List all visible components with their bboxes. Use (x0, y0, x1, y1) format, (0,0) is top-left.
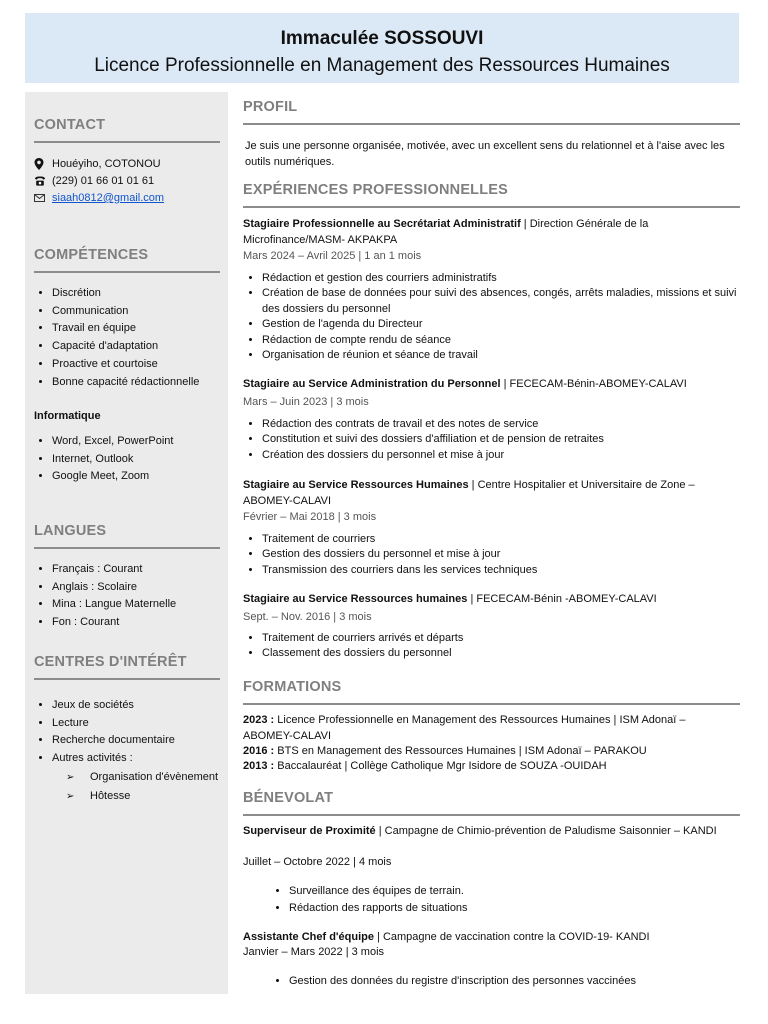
job-role: Stagiaire au Service Ressources humaines (243, 593, 468, 605)
informatique-heading: Informatique (34, 410, 101, 422)
job-period: Mars – Juin 2023 | 3 mois (243, 396, 369, 408)
list-item: • Anglais : Scolaire (52, 579, 176, 597)
profil-heading: PROFIL (243, 99, 740, 125)
centres-heading: CENTRES D'INTÉRÊT (34, 654, 220, 680)
job-period: Mars 2024 – Avril 2025 | 1 an 1 mois (243, 250, 422, 262)
benevolat-title (243, 930, 735, 946)
list-item: • Rédaction et gestion des courriers administratifs (262, 271, 737, 286)
list-item: • Transmission des courriers dans les services techniques (262, 563, 737, 578)
list-item: • Création de base de données pour suivi des absences, congés, arrêts maladies, missions et suivi des dossiers du personnel (262, 286, 737, 317)
centres-list (34, 697, 218, 806)
list-item: • Gestion des données du registre d'inscription des personnes vaccinées (289, 973, 729, 990)
email-row (34, 192, 164, 204)
langues-heading: LANGUES (34, 523, 220, 549)
benevolat-org: | Campagne de vaccination contre la COVID-19- KANDI (373, 931, 650, 943)
benevolat-tasks (270, 973, 729, 990)
list-item: • Création des dossiers du personnel et mise à jour (262, 448, 737, 463)
benevolat-tasks (270, 883, 729, 917)
experiences-heading: EXPÉRIENCES PROFESSIONNELLES (243, 182, 740, 208)
benevolat-role: Assistante Chef d'équipe (243, 931, 374, 943)
job-tasks (243, 271, 737, 363)
langues-list (34, 561, 176, 632)
job-period: Sept. – Nov. 2016 | 3 mois (243, 611, 372, 623)
competences-list (34, 285, 199, 391)
list-item: • Classement des dossiers du personnel (262, 646, 737, 661)
job-org: | Direction Générale de la Microfinance/MASM- AKPAKPA (243, 218, 649, 246)
list-item: • Internet, Outlook (52, 451, 173, 469)
list-item: • Travail en équipe (52, 320, 199, 338)
list-item: • Français : Courant (52, 561, 176, 579)
email-link[interactable]: siaah0812@gmail.com (52, 192, 165, 204)
phone-row (34, 175, 154, 187)
list-item: • Surveillance des équipes de terrain. (289, 883, 729, 900)
candidate-name: Immaculée SOSSOUVI (280, 28, 484, 49)
list-item: • Bonne capacité rédactionnelle (52, 374, 199, 392)
list-item: • Mina : Langue Maternelle (52, 596, 176, 614)
list-item: • Fon : Courant (52, 614, 176, 632)
benevolat-title (243, 824, 735, 840)
formation-text: BTS en Management des Ressources Humaines | ISM Adonaï – PARAKOU (274, 745, 647, 757)
profil-text: Je suis une personne organisée, motivée, avec un excellent sens du relationnel et à l'aise avec les outils numériques. (245, 140, 725, 168)
contact-heading: CONTACT (34, 117, 220, 143)
list-item: • Gestion de l'agenda du Directeur (262, 317, 737, 332)
benevolat-org: | Campagne de Chimio-prévention de Paludisme Saisonnier – KANDI (375, 825, 717, 837)
formations-heading: FORMATIONS (243, 679, 740, 705)
formation-year: 2016 : (243, 745, 275, 757)
job-title (243, 592, 735, 608)
list-item: • Rédaction de compte rendu de séance (262, 333, 737, 348)
job-period: Février – Mai 2018 | 3 mois (243, 511, 377, 523)
job-org: | Centre Hospitalier et Universitaire de Zone – ABOMEY-CALAVI (243, 479, 695, 507)
list-item: • Capacité d'adaptation (52, 338, 199, 356)
list-item: • Communication (52, 303, 199, 321)
autres-sublist (52, 768, 218, 806)
benevolat-period: Janvier – Mars 2022 | 3 mois (243, 946, 385, 958)
envelope-icon (34, 194, 52, 202)
job-tasks (243, 631, 737, 662)
address-text: Houéyiho, COTONOU (52, 158, 161, 170)
job-title (243, 217, 735, 248)
informatique-list (34, 433, 173, 486)
list-item: • Constitution et suivi des dossiers d'affiliation et de pension de retraites (262, 432, 737, 447)
list-item (52, 750, 218, 806)
sub-list-item: ➢ Hôtesse (66, 787, 218, 806)
candidate-title: Licence Professionnelle en Management des Ressources Humaines (94, 55, 670, 76)
job-org: | FECECAM-Bénin-ABOMEY-CALAVI (500, 378, 687, 390)
formation-year: 2013 : (243, 760, 275, 772)
list-item: • Jeux de sociétés (52, 697, 218, 715)
list-item: • Word, Excel, PowerPoint (52, 433, 173, 451)
job-role: Stagiaire au Service Administration du Personnel (243, 378, 501, 390)
job-title (243, 478, 735, 509)
formation-item (243, 759, 735, 775)
autres-label: Autres activités : (52, 752, 133, 765)
benevolat-heading: BÉNEVOLAT (243, 790, 740, 816)
formation-text: Baccalauréat | Collège Catholique Mgr Isidore de SOUZA -OUIDAH (274, 760, 607, 772)
list-item: • Lecture (52, 715, 218, 733)
job-tasks (243, 417, 737, 463)
job-org: | FECECAM-Bénin -ABOMEY-CALAVI (467, 593, 657, 605)
job-tasks (243, 532, 737, 578)
location-pin-icon (34, 158, 52, 170)
list-item: • Traitement de courriers (262, 532, 737, 547)
benevolat-role: Superviseur de Proximité (243, 825, 376, 837)
sub-list-item: ➢ Organisation d'évènement (66, 768, 218, 787)
benevolat-period: Juillet – Octobre 2022 | 4 mois (243, 856, 392, 868)
formation-item (243, 744, 735, 760)
list-item: • Rédaction des rapports de situations (289, 900, 729, 917)
list-item: • Gestion des dossiers du personnel et mise à jour (262, 547, 737, 562)
phone-icon (34, 176, 52, 186)
sidebar (25, 92, 228, 994)
formation-year: 2023 : (243, 714, 275, 726)
list-item: • Google Meet, Zoom (52, 468, 173, 486)
formation-text: Licence Professionnelle en Management des Ressources Humaines | ISM Adonaï – ABOMEY-CALAVI (243, 714, 686, 742)
competences-heading: COMPÉTENCES (34, 247, 220, 273)
job-title (243, 377, 735, 393)
job-role: Stagiaire Professionnelle au Secrétariat Administratif (243, 218, 521, 230)
list-item: • Proactive et courtoise (52, 356, 199, 374)
list-item: • Rédaction des contrats de travail et des notes de service (262, 417, 737, 432)
address-row (34, 158, 161, 170)
list-item: • Recherche documentaire (52, 732, 218, 750)
formation-item (243, 713, 735, 744)
resume-header (25, 13, 739, 83)
list-item: • Discrétion (52, 285, 199, 303)
list-item: • Organisation de réunion et séance de travail (262, 348, 737, 363)
phone-text: (229) 01 66 01 01 61 (52, 175, 155, 187)
job-role: Stagiaire au Service Ressources Humaines (243, 479, 469, 491)
list-item: • Traitement de courriers arrivés et départs (262, 631, 737, 646)
